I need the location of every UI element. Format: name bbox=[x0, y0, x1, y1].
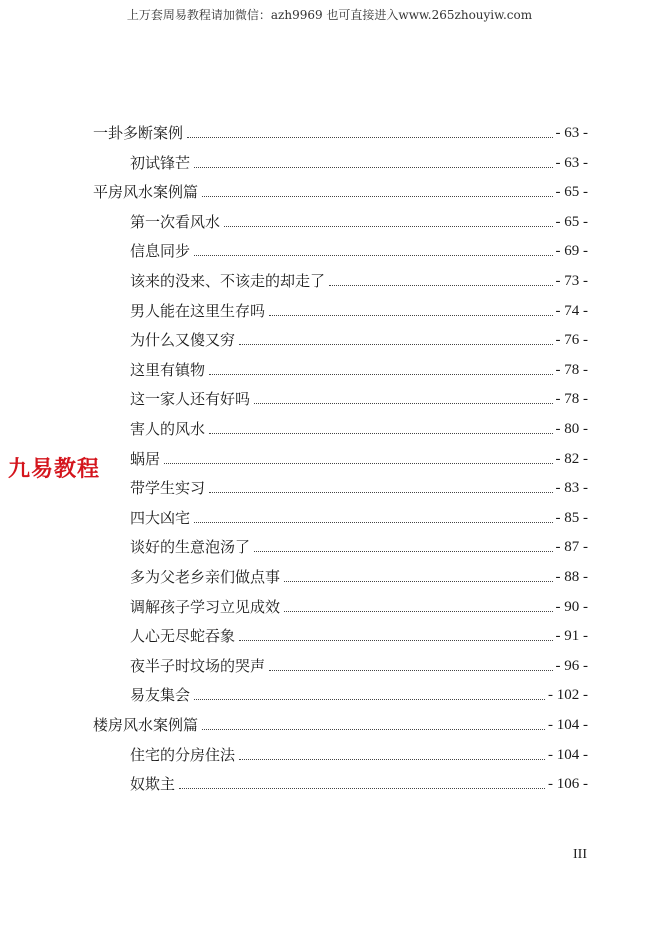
toc-entry[interactable] bbox=[130, 356, 588, 380]
toc-entry[interactable] bbox=[130, 267, 588, 291]
toc-entry-page: - 65 - bbox=[555, 184, 588, 201]
toc-entry-title: 四大凶宅 bbox=[130, 508, 191, 527]
toc-dot-leader bbox=[269, 314, 552, 316]
toc-dot-leader bbox=[194, 254, 552, 256]
toc-dot-leader bbox=[202, 195, 552, 197]
toc-dot-leader bbox=[187, 136, 552, 138]
toc-entry-page: - 102 - bbox=[548, 687, 588, 704]
toc-entry[interactable] bbox=[130, 385, 588, 409]
toc-dot-leader bbox=[254, 550, 552, 552]
toc-entry-page: - 83 - bbox=[555, 480, 588, 497]
page-header: 上万套周易教程请加微信：azh9969 也可直接进入www.265zhouyiw.com bbox=[126, 8, 533, 22]
toc-entry-title: 住宅的分房住法 bbox=[130, 745, 236, 764]
toc-entry-page: - 104 - bbox=[548, 746, 588, 763]
toc-entry[interactable] bbox=[130, 237, 588, 261]
toc-entry[interactable] bbox=[130, 208, 588, 232]
toc-entry-title: 人心无尽蛇吞象 bbox=[130, 627, 236, 646]
toc-entry-title: 一卦多断案例 bbox=[93, 124, 184, 142]
toc-entry[interactable] bbox=[130, 681, 588, 705]
toc-dot-leader bbox=[254, 402, 552, 404]
toc-dot-leader bbox=[224, 225, 552, 227]
toc-entry-title: 这一家人还有好吗 bbox=[130, 390, 251, 409]
toc-entry[interactable] bbox=[130, 149, 588, 173]
toc-entry-title: 多为父老乡亲们做点事 bbox=[130, 568, 281, 586]
toc-entry-page: - 91 - bbox=[555, 628, 588, 645]
toc-entry-page: - 78 - bbox=[555, 391, 588, 408]
toc-entry-page: - 82 - bbox=[555, 450, 588, 467]
toc-dot-leader bbox=[164, 462, 552, 464]
toc-entry-page: - 88 - bbox=[555, 569, 588, 585]
toc-dot-leader bbox=[209, 491, 552, 493]
toc-entry[interactable] bbox=[130, 622, 588, 646]
toc-entry-page: - 76 - bbox=[555, 332, 588, 349]
toc-dot-leader bbox=[239, 639, 552, 641]
watermark-text: 九易教程 bbox=[8, 457, 101, 482]
toc-entry-page: - 85 - bbox=[555, 509, 588, 526]
toc-entry-title: 为什么又傻又穷 bbox=[130, 331, 236, 350]
toc-entry-title: 男人能在这里生存吗 bbox=[130, 301, 266, 320]
toc-entry[interactable] bbox=[130, 326, 588, 350]
toc-entry[interactable] bbox=[130, 504, 588, 528]
toc-dot-leader bbox=[209, 432, 552, 434]
toc-entry[interactable] bbox=[93, 711, 588, 735]
toc-entry-title: 蜗居 bbox=[130, 449, 161, 468]
toc-entry[interactable] bbox=[130, 652, 588, 676]
page-number: III bbox=[573, 847, 587, 862]
toc-entry[interactable] bbox=[130, 741, 588, 765]
toc-dot-leader bbox=[284, 580, 552, 582]
toc-dot-leader bbox=[179, 787, 545, 789]
toc-dot-leader bbox=[194, 166, 552, 168]
toc-entry[interactable] bbox=[130, 445, 588, 469]
toc-entry-page: - 104 - bbox=[548, 717, 588, 733]
toc-entry-page: - 96 - bbox=[555, 657, 588, 674]
toc-entry-title: 奴欺主 bbox=[130, 775, 176, 794]
toc-entry[interactable] bbox=[130, 770, 588, 794]
toc-dot-leader bbox=[202, 728, 545, 730]
toc-entry[interactable] bbox=[130, 563, 588, 587]
toc-entry[interactable] bbox=[130, 415, 588, 439]
toc-entry-page: - 63 - bbox=[555, 154, 588, 171]
toc-dot-leader bbox=[284, 610, 552, 612]
toc-entry-page: - 90 - bbox=[555, 598, 588, 615]
toc-entry-title: 易友集会 bbox=[130, 686, 191, 705]
toc-entry[interactable] bbox=[130, 593, 588, 617]
toc-entry[interactable] bbox=[130, 533, 588, 557]
toc-entry-title: 第一次看风水 bbox=[130, 212, 221, 231]
toc-dot-leader bbox=[269, 669, 552, 671]
toc-entry[interactable] bbox=[93, 119, 588, 143]
toc-entry-page: - 87 - bbox=[555, 539, 588, 556]
toc-entry-page: - 63 - bbox=[555, 125, 588, 141]
toc-entry-title: 初试锋芒 bbox=[130, 153, 191, 172]
toc-dot-leader bbox=[194, 521, 552, 523]
toc-entry-title: 楼房风水案例篇 bbox=[93, 716, 199, 734]
toc-entry-page: - 65 - bbox=[555, 213, 588, 230]
toc-dot-leader bbox=[239, 758, 545, 760]
toc-entry-title: 害人的风水 bbox=[130, 420, 206, 438]
toc-entry-title: 这里有镇物 bbox=[130, 360, 206, 379]
toc-entry-title: 该来的没来、不该走的却走了 bbox=[130, 272, 326, 290]
toc-entry-page: - 78 - bbox=[555, 361, 588, 378]
toc-dot-leader bbox=[209, 373, 552, 375]
toc-dot-leader bbox=[194, 698, 545, 700]
toc-dot-leader bbox=[329, 284, 552, 286]
toc-entry-page: - 73 - bbox=[555, 273, 588, 289]
toc-entry[interactable] bbox=[130, 474, 588, 498]
toc-entry-page: - 69 - bbox=[555, 243, 588, 260]
toc-entry-title: 带学生实习 bbox=[130, 479, 206, 498]
toc-entry-title: 信息同步 bbox=[130, 242, 191, 261]
toc-entry[interactable] bbox=[93, 178, 588, 202]
toc-entry-page: - 80 - bbox=[555, 421, 588, 437]
toc-entry-title: 调解孩子学习立见成效 bbox=[130, 597, 281, 616]
toc-entry[interactable] bbox=[130, 297, 588, 321]
toc-dot-leader bbox=[239, 343, 552, 345]
toc-entry-page: - 74 - bbox=[555, 302, 588, 319]
toc-entry-title: 夜半子时坟场的哭声 bbox=[130, 656, 266, 675]
toc-entry-page: - 106 - bbox=[548, 776, 588, 793]
toc-entry-title: 谈好的生意泡汤了 bbox=[130, 538, 251, 557]
toc-entry-title: 平房风水案例篇 bbox=[93, 183, 199, 202]
